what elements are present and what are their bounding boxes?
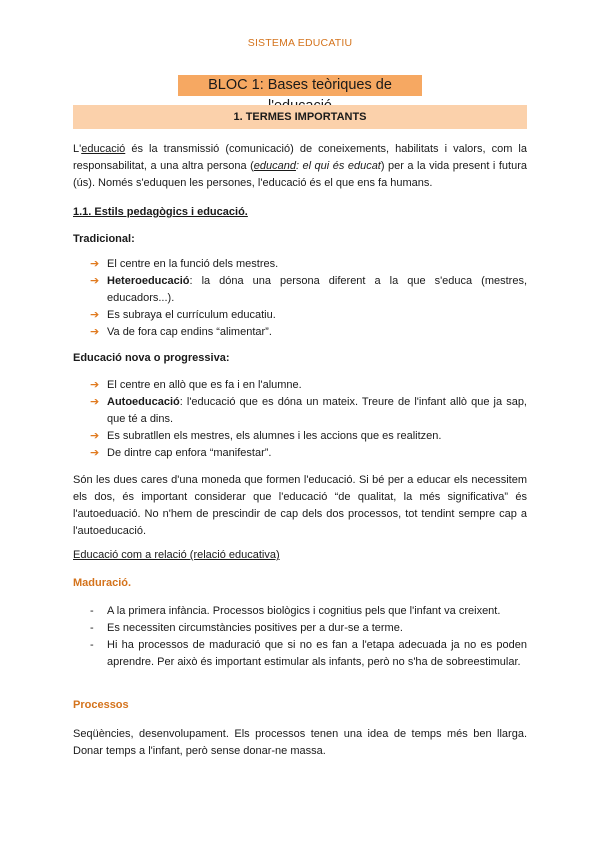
- document-header: SISTEMA EDUCATIU: [247, 37, 353, 49]
- list-item: ➔ Autoeducació: l'educació que es dóna un mateix. Treure de l'infant allò que ja sap, que té a dins.: [90, 396, 527, 425]
- list-item: - A la primera infància. Processos biològics i cognitius pels que l'infant va creixent.: [90, 603, 527, 620]
- arrow-icon: ➔: [90, 430, 100, 442]
- intro-mid: és la transmissió (comunicació) de coneixements, habilitats i valors, com la responsabilitat, a una altra persona (: [73, 143, 527, 172]
- list-item: ➔ El centre en allò que es fa i en l'alumne.: [90, 377, 527, 394]
- list-item: ➔ Heteroeducació: la dóna una persona diferent a la que s'educa (mestres, educadors...).: [90, 275, 527, 304]
- intro-prefix: L': [73, 143, 82, 155]
- list-item: ➔ De dintre cap enfora “manifestar”.: [90, 445, 527, 462]
- nova-list: [90, 377, 527, 462]
- relacio-heading: Educació com a relació (relació educativa): [73, 549, 280, 561]
- intro-italic: : el qui és educat: [295, 160, 381, 172]
- list-item: - Es necessiten circumstàncies positives per a dur-se a terme.: [90, 620, 527, 637]
- list-item: ➔ El centre en la funció dels mestres.: [90, 256, 527, 273]
- maduracio-list: [90, 603, 527, 671]
- nova-heading: Educació nova o progressiva:: [73, 352, 230, 364]
- intro-paragraph: [73, 141, 527, 192]
- intro-suffix: ) per a la vida present i futura (ús). Només s'eduquen les persones, l'educació és el que ens fa humans.: [73, 160, 527, 189]
- arrow-icon: ➔: [90, 309, 100, 321]
- list-item: ➔ Es subratllen els mestres, els alumnes i les accions que es realitzen.: [90, 428, 527, 445]
- cares-paragraph: Són les dues cares d'una moneda que formen l'educació. Si bé per a educar els necessitem els dos, és important considerar que l'educació “de qualitat, la més significativa” és l'autoeduació. No n'hem de prescindir de cap dels dos processos, tot tendint sempre cap a l'autoeducació.: [73, 474, 527, 537]
- dash-icon: -: [90, 639, 94, 651]
- arrow-icon: ➔: [90, 275, 100, 287]
- processos-paragraph: Seqüències, desenvolupament. Els processos tenen una idea de temps més ben llarga. Donar temps a l'infant, però sense donar-ne massa.: [73, 728, 527, 757]
- tradicional-list: [90, 256, 527, 341]
- subsection-title: 1.1. Estils pedagògics i educació.: [73, 206, 248, 218]
- list-item: - Hi ha processos de maduració que si no es fan a l'etapa adecuada ja no es poden aprendre. Per això és important estimular als infants, però no s'ha de sobreestimular.: [90, 639, 527, 668]
- list-item: ➔ Va de fora cap endins “alimentar”.: [90, 324, 527, 341]
- bloc-title: BLOC 1: Bases teòriques de: [178, 75, 422, 96]
- arrow-icon: ➔: [90, 379, 100, 391]
- processos-heading: Processos: [73, 699, 129, 711]
- tradicional-heading: Tradicional:: [73, 233, 135, 245]
- dash-icon: -: [90, 622, 94, 634]
- maduracio-heading: Maduració.: [73, 577, 132, 589]
- term-educand: educand: [253, 160, 296, 172]
- arrow-icon: ➔: [90, 396, 100, 408]
- section-title: 1. TERMES IMPORTANTS: [73, 105, 527, 129]
- dash-icon: -: [90, 605, 94, 617]
- term-educacio: educació: [81, 143, 126, 155]
- arrow-icon: ➔: [90, 258, 100, 270]
- arrow-icon: ➔: [90, 447, 100, 459]
- list-item: ➔ Es subraya el currículum educatiu.: [90, 307, 527, 324]
- arrow-icon: ➔: [90, 326, 100, 338]
